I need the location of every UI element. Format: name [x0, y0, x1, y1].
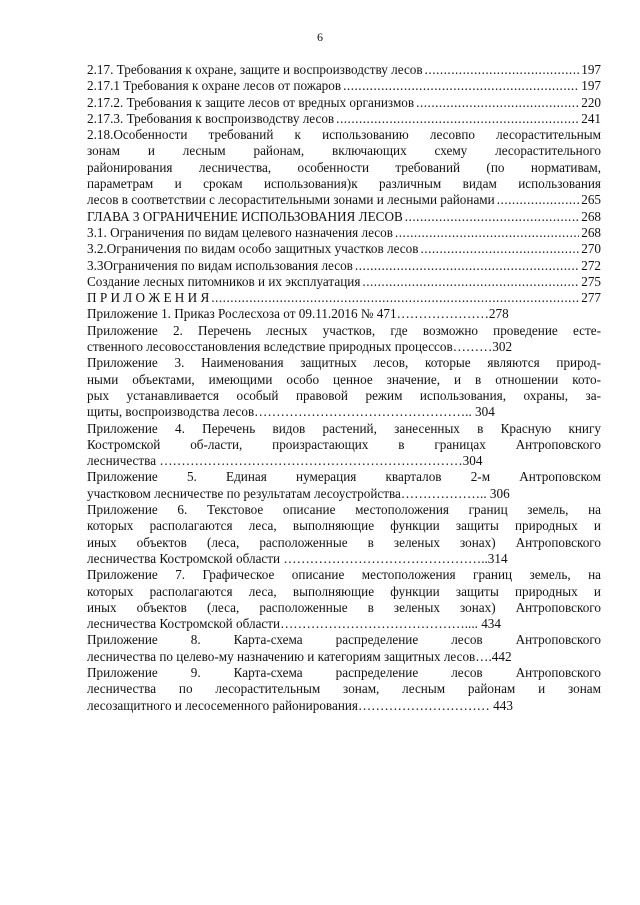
- toc-entry-page: 197: [581, 62, 601, 77]
- appendix-entry-4[interactable]: [87, 421, 601, 470]
- appendix-entry-2[interactable]: [87, 323, 601, 356]
- toc-entry[interactable]: [87, 225, 601, 241]
- dot-leader: [425, 62, 580, 78]
- dot-leader: [416, 95, 579, 111]
- toc-line: параметрам и срокам использования)к различным видам использования: [87, 176, 601, 192]
- toc-line: [87, 192, 601, 208]
- toc-entry-label: 3.2.Ограничения по видам особо защитных участков лесов: [87, 241, 419, 257]
- toc-line: зонам и лесным районам, включающих схему лесорастительного: [87, 143, 601, 159]
- toc-entry-page: 268: [581, 208, 601, 224]
- toc-line: Приложение 8. Карта-схема распределение лесов Антроповского: [87, 632, 601, 648]
- toc-entry[interactable]: [87, 95, 601, 111]
- toc-entry-label: лесов в соответствии с лесорастительными зонами и лесными районами: [87, 192, 495, 208]
- toc-appendices-heading[interactable]: [87, 290, 601, 306]
- appendix-entry-6[interactable]: [87, 502, 601, 567]
- toc-entry-label: ГЛАВА 3 ОГРАНИЧЕНИЕ ИСПОЛЬЗОВАНИЯ ЛЕСОВ: [87, 208, 403, 224]
- toc-entry[interactable]: [87, 258, 601, 274]
- toc-entry-page: 197: [581, 78, 601, 94]
- toc-entry[interactable]: [87, 111, 601, 127]
- toc-line: рых устанавливается особый правовой режим использования, охраны, за-: [87, 387, 601, 403]
- toc-line: Приложение 9. Карта-схема распределение лесов Антроповского: [87, 664, 601, 680]
- toc-line: лесничества ……………………………………………………………304: [87, 453, 483, 469]
- toc-line: Приложение 6. Текстовое описание местоположения границ земель, на: [87, 502, 601, 518]
- toc-entry-label: 2.17.3. Требования к воспроизводству лесов: [87, 110, 335, 126]
- toc-entry-label: 2.17.1 Требования к охране лесов от пожаров: [87, 78, 342, 94]
- toc-entry-page: 277: [581, 290, 601, 306]
- dot-leader: [405, 209, 579, 225]
- toc-line: которых располагаются леса, выполняющие функции защиты природных и: [87, 518, 601, 534]
- toc-line: лесничества по лесорастительным зонам, лесным районам и зонам: [87, 681, 601, 697]
- toc-entry-label: П Р И Л О Ж Е Н И Я: [87, 290, 210, 306]
- toc-entry-label: 3.3Ограничения по видам использования лесов: [87, 257, 353, 273]
- toc-line: ственного лесовосстановления вследствие природных процессов………302: [87, 339, 513, 355]
- dot-leader: [355, 258, 579, 274]
- toc-entry-label: Создание лесных питомников и их эксплуатация: [87, 273, 361, 289]
- toc-line: Приложение 5. Единая нумерация кварталов 2-м Антроповском: [87, 469, 601, 485]
- toc-entry[interactable]: [87, 241, 601, 257]
- toc-line: Приложение 2. Перечень лесных участков, где возможно проведение есте-: [87, 322, 601, 338]
- toc-entry[interactable]: [87, 78, 601, 94]
- toc-line: Приложение 3. Наименования защитных лесов, которые являются природ-: [87, 355, 601, 371]
- toc-entry-label: 2.17.2. Требования к защите лесов от вредных организмов: [87, 94, 415, 110]
- toc-line: Костромской об-ласти, произрастающих в границах Антроповского: [87, 436, 601, 452]
- appendix-entry-9[interactable]: [87, 665, 601, 714]
- toc-entry[interactable]: [87, 274, 601, 290]
- toc-entry-page: 270: [581, 241, 601, 257]
- dot-leader: [362, 274, 579, 290]
- appendix-entry-5[interactable]: [87, 469, 601, 502]
- toc-line: иных объектов (леса, расположенные в зеленых зонах) Антроповского: [87, 599, 601, 615]
- toc-entry-label: 3.1. Ограничения по видам целевого назначения лесов: [87, 224, 393, 240]
- toc-entry-page: 241: [581, 110, 601, 126]
- toc-line: иных объектов (леса, расположенные в зеленых зонах) Антроповского: [87, 534, 601, 550]
- toc-line: 2.18.Особенности требований к использованию лесовпо лесорастительным: [87, 127, 601, 143]
- toc-line: Приложение 4. Перечень видов растений, занесенных в Красную книгу: [87, 420, 601, 436]
- toc-entry-page: 268: [581, 224, 601, 240]
- toc-entry-page: 220: [581, 94, 601, 110]
- toc-line: Приложение 1. Приказ Рослесхоза от 09.11.2016 № 471…………………278: [87, 306, 509, 322]
- toc-line: участковом лесничестве по результатам лесоустройства……………….. 306: [87, 485, 510, 501]
- dot-leader: [211, 290, 579, 306]
- page-number: 6: [317, 30, 323, 44]
- toc-line: ными объектами, имеющими особо ценное значение, и в отношении кото-: [87, 371, 601, 387]
- toc-entry-page: 275: [581, 273, 601, 289]
- toc-line: которых располагаются леса, выполняющие функции защиты природных и: [87, 583, 601, 599]
- dot-leader: [497, 192, 580, 208]
- toc-line: районирования лесничества, особенности требований (по нормативам,: [87, 159, 601, 175]
- dot-leader: [343, 78, 579, 94]
- toc-entry-page: 265: [581, 192, 601, 208]
- toc-chapter-heading[interactable]: [87, 209, 601, 225]
- toc-line: Приложение 7. Графическое описание местоположения границ земель, на: [87, 567, 601, 583]
- toc-entry-label: 2.17. Требования к охране, защите и воспроизводству лесов: [87, 62, 423, 77]
- dot-leader: [395, 225, 579, 241]
- appendix-entry-1[interactable]: [87, 306, 601, 322]
- dot-leader: [420, 241, 579, 257]
- appendix-entry-3[interactable]: [87, 355, 601, 420]
- toc-line: лесничества по целево-му назначению и категориям защитных лесов….442: [87, 648, 512, 664]
- appendix-entry-8[interactable]: [87, 632, 601, 665]
- toc-entry[interactable]: [87, 62, 601, 78]
- toc-line: лесозащитного и лесосеменного районирования………………………… 443: [87, 697, 513, 713]
- table-of-contents: [87, 62, 601, 714]
- toc-line: щиты, воспроизводства лесов………………………………………….. 304: [87, 404, 495, 420]
- toc-entry-page: 272: [581, 257, 601, 273]
- dot-leader: [336, 111, 579, 127]
- toc-line: лесничества Костромской области…………………………………….... 434: [87, 616, 501, 632]
- appendix-entry-7[interactable]: [87, 567, 601, 632]
- toc-entry-2-18[interactable]: [87, 127, 601, 208]
- toc-line: лесничества Костромской области ………………………………………..314: [87, 550, 508, 566]
